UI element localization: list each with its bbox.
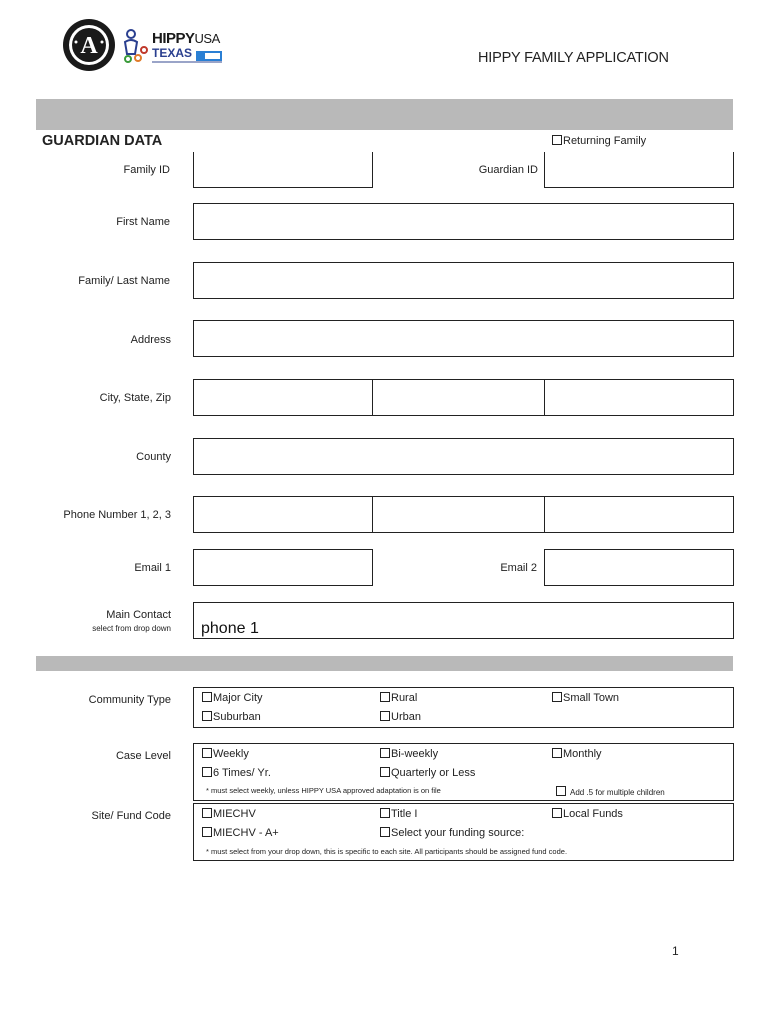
checkbox-icon [202, 748, 212, 758]
checkbox-icon [552, 135, 562, 145]
checkbox-icon [380, 711, 390, 721]
community-type-label: Community Type [88, 694, 171, 706]
email-2-field[interactable] [544, 549, 734, 586]
phone-1-field[interactable] [193, 496, 373, 533]
section-band-program [36, 656, 733, 671]
email-1-field[interactable] [193, 549, 373, 586]
checkbox-icon [202, 711, 212, 721]
guardian-id-field[interactable] [544, 152, 734, 188]
checkbox-icon [202, 692, 212, 702]
checkbox-icon [552, 692, 562, 702]
case-level-note: * must select weekly, unless HIPPY USA approved adaptation is on file [206, 786, 441, 795]
address-label: Address [130, 334, 171, 346]
city-state-zip-label: City, State, Zip [99, 392, 171, 404]
case-6-times-checkbox[interactable]: 6 Times/ Yr. [202, 767, 271, 779]
checkbox-icon [380, 827, 390, 837]
site-fund-label: Site/ Fund Code [91, 810, 171, 822]
family-id-label: Family ID [123, 164, 170, 176]
section-title-guardian: GUARDIAN DATA [42, 133, 163, 149]
checkbox-icon [202, 767, 212, 777]
community-urban-checkbox[interactable]: Urban [380, 711, 421, 723]
last-name-field[interactable] [193, 262, 734, 299]
hippy-logo-icon [120, 28, 150, 64]
svg-text:A: A [80, 33, 98, 59]
fund-miechv-a-plus-checkbox[interactable]: MIECHV - A+ [202, 827, 279, 839]
fund-local-funds-checkbox[interactable]: Local Funds [552, 808, 623, 820]
checkbox-icon [380, 808, 390, 818]
fund-miechv-checkbox[interactable]: MIECHV [202, 808, 256, 820]
checkbox-icon [552, 748, 562, 758]
city-field[interactable] [193, 379, 373, 416]
fund-title-i-checkbox[interactable]: Title I [380, 808, 418, 820]
email-2-label: Email 2 [500, 562, 537, 574]
case-monthly-checkbox[interactable]: Monthly [552, 748, 602, 760]
hippy-logo-wordmark: HIPPYUSA [152, 30, 220, 47]
case-biweekly-checkbox[interactable]: Bi-weekly [380, 748, 438, 760]
county-label: County [136, 451, 171, 463]
checkbox-icon [380, 692, 390, 702]
main-contact-select[interactable] [193, 602, 734, 639]
americorps-logo [62, 18, 116, 72]
address-field[interactable] [193, 320, 734, 357]
fund-note: * must select from your drop down, this is specific to each site. All participants should be assigned fund code. [206, 847, 568, 856]
community-major-city-checkbox[interactable]: Major City [202, 692, 263, 704]
guardian-id-label: Guardian ID [478, 164, 538, 176]
checkbox-icon [380, 748, 390, 758]
texas-flag-icon [196, 48, 222, 58]
page-title: HIPPY FAMILY APPLICATION [478, 50, 669, 66]
main-contact-sublabel: select from drop down [92, 624, 171, 633]
checkbox-icon [556, 786, 566, 796]
main-contact-value: phone 1 [201, 620, 259, 637]
phone-3-field[interactable] [544, 496, 734, 533]
checkbox-icon [202, 827, 212, 837]
checkbox-icon [552, 808, 562, 818]
state-field[interactable] [372, 379, 545, 416]
case-add-multiple-checkbox[interactable]: Add .5 for multiple children [556, 786, 665, 797]
zip-field[interactable] [544, 379, 734, 416]
email-1-label: Email 1 [134, 562, 171, 574]
checkbox-icon [380, 767, 390, 777]
checkbox-icon [202, 808, 212, 818]
fund-select-source-checkbox[interactable]: Select your funding source: [380, 827, 524, 839]
community-suburban-checkbox[interactable]: Suburban [202, 711, 261, 723]
last-name-label: Family/ Last Name [78, 275, 170, 287]
family-id-field[interactable] [193, 152, 373, 188]
case-weekly-checkbox[interactable]: Weekly [202, 748, 249, 760]
case-level-label: Case Level [115, 750, 171, 762]
first-name-field[interactable] [193, 203, 734, 240]
case-quarterly-checkbox[interactable]: Quarterly or Less [380, 767, 475, 779]
section-band-guardian [36, 99, 733, 130]
returning-family-checkbox[interactable]: Returning Family [552, 135, 646, 147]
texas-logo-wordmark: TEXAS [152, 46, 193, 60]
page-number: 1 [672, 944, 679, 958]
first-name-label: First Name [116, 216, 170, 228]
community-small-town-checkbox[interactable]: Small Town [552, 692, 619, 704]
community-rural-checkbox[interactable]: Rural [380, 692, 417, 704]
county-field[interactable] [193, 438, 734, 475]
phone-label: Phone Number 1, 2, 3 [63, 509, 171, 521]
main-contact-label: Main Contact [106, 609, 171, 621]
logo-tagline-stripe [152, 61, 222, 63]
phone-2-field[interactable] [372, 496, 545, 533]
community-type-box [193, 687, 734, 728]
